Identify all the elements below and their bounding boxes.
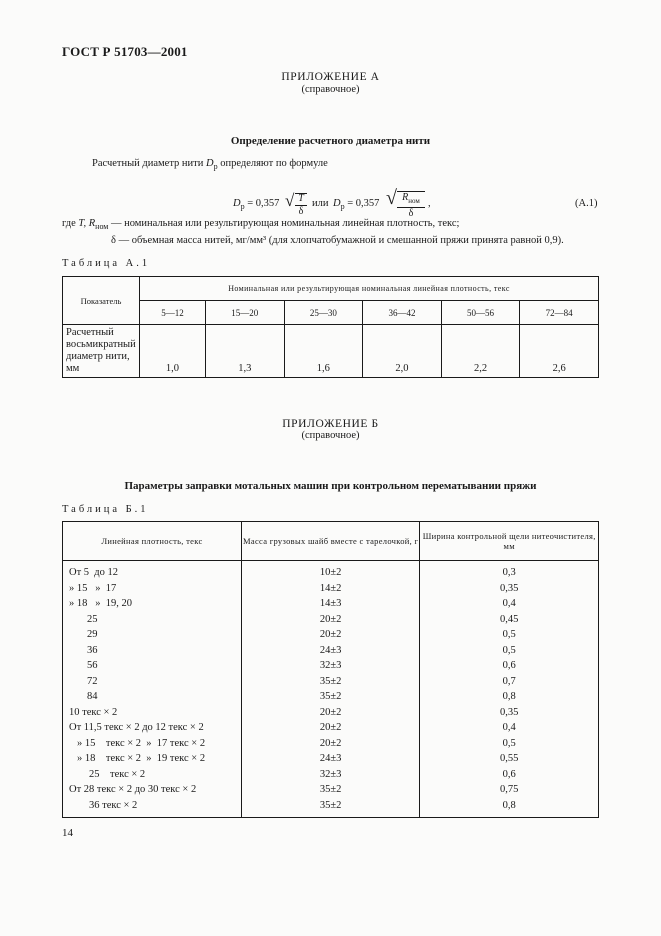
table-row xyxy=(63,596,599,612)
table-row xyxy=(63,782,599,798)
table-row xyxy=(63,561,599,581)
fraction-2-den: δ xyxy=(408,208,414,219)
document-header: ГОСТ Р 51703—2001 xyxy=(62,44,188,59)
table-b1-cell-width: 0,4 xyxy=(420,720,599,736)
table-row xyxy=(63,581,599,597)
intro-text: Расчетный диаметр нити xyxy=(92,158,204,169)
appendix-a-section-title: Определение расчетного диаметра нити xyxy=(230,135,431,147)
table-b1-cell-density: » 18 » 19, 20 xyxy=(63,596,242,612)
table-row xyxy=(63,643,599,659)
table-b1-cell-width: 0,35 xyxy=(420,581,599,597)
formula-lhs2-sub: p xyxy=(340,202,345,212)
table-b1-cell-mass: 35±2 xyxy=(241,674,420,690)
fraction-1-den: δ xyxy=(298,206,304,217)
table-row xyxy=(63,705,599,721)
table-b1-cell-density: » 15 » 17 xyxy=(63,581,242,597)
table-b1 xyxy=(62,521,599,818)
table-b1-cell-width: 0,75 xyxy=(420,782,599,798)
sqrt-sign-1: √ xyxy=(285,191,295,210)
formula-intro xyxy=(92,158,328,171)
table-a1-col: 15—20 xyxy=(205,301,284,325)
page-number: 14 xyxy=(62,827,73,839)
table-b1-cell-width: 0,8 xyxy=(420,798,599,818)
table-b1-cell-density: 36 текс × 2 xyxy=(63,798,242,818)
sqrt-sign-2: √ xyxy=(386,187,397,209)
table-b1-cell-mass: 20±2 xyxy=(241,705,420,721)
table-a1 xyxy=(62,276,599,378)
table-a1-col: 5—12 xyxy=(140,301,206,325)
table-b1-caption: Таблица Б.1 xyxy=(62,504,149,515)
table-b1-cell-width: 0,7 xyxy=(420,674,599,690)
where-desc-1: — номинальная или результирующая номинальная линейная плотность, текс; xyxy=(110,218,460,229)
where-word: где xyxy=(62,218,76,229)
table-row xyxy=(63,612,599,628)
table-b1-cell-density: 56 xyxy=(63,658,242,674)
table-a1-col: 72—84 xyxy=(520,301,599,325)
appendix-b-subtitle: (справочное) xyxy=(301,430,360,441)
fraction-2-num-sub: ном xyxy=(408,197,420,205)
table-b1-cell-width: 0,4 xyxy=(420,596,599,612)
table-a1-value: 1,3 xyxy=(205,325,284,378)
table-b1-cell-mass: 20±2 xyxy=(241,720,420,736)
fraction-2-num: R xyxy=(402,192,409,203)
table-b1-cell-width: 0,35 xyxy=(420,705,599,721)
table-b1-cell-width: 0,5 xyxy=(420,643,599,659)
where-symbols-sub: ном xyxy=(95,222,109,232)
table-a1-value: 2,0 xyxy=(363,325,442,378)
table-a1-col: 36—42 xyxy=(363,301,442,325)
table-b1-cell-mass: 20±2 xyxy=(241,627,420,643)
table-b1-cell-density: » 18 текс × 2 » 19 текс × 2 xyxy=(63,751,242,767)
fraction-1-num: T xyxy=(295,193,307,206)
table-a1-value: 2,6 xyxy=(520,325,599,378)
table-b1-cell-width: 0,5 xyxy=(420,736,599,752)
table-b1-header-width: Ширина контрольной щели нитеочистителя, мм xyxy=(420,522,599,561)
table-row xyxy=(63,736,599,752)
table-b1-cell-width: 0,6 xyxy=(420,767,599,783)
table-b1-cell-density: 10 текс × 2 xyxy=(63,705,242,721)
table-b1-cell-width: 0,3 xyxy=(420,561,599,581)
formula-lhs2: D xyxy=(333,198,341,209)
table-b1-cell-mass: 20±2 xyxy=(241,736,420,752)
table-row xyxy=(63,720,599,736)
table-b1-cell-density: » 15 текс × 2 » 17 текс × 2 xyxy=(63,736,242,752)
table-b1-cell-mass: 24±3 xyxy=(241,751,420,767)
intro-symbol-sub: р xyxy=(213,162,218,172)
table-b1-cell-density: От 11,5 текс × 2 до 12 текс × 2 xyxy=(63,720,242,736)
table-a1-row-header: Показатель xyxy=(63,277,140,325)
table-a1-value: 2,2 xyxy=(441,325,520,378)
table-b1-cell-density: 72 xyxy=(63,674,242,690)
appendix-b-section-title: Параметры заправки мотальных машин при контрольном перематывании пряжи xyxy=(124,480,537,492)
table-row xyxy=(63,674,599,690)
table-b1-cell-mass: 20±2 xyxy=(241,612,420,628)
table-b1-cell-mass: 32±3 xyxy=(241,658,420,674)
table-row xyxy=(63,798,599,818)
table-b1-cell-mass: 14±3 xyxy=(241,596,420,612)
table-b1-body xyxy=(63,561,599,818)
table-b1-cell-width: 0,55 xyxy=(420,751,599,767)
table-row xyxy=(63,751,599,767)
where-line-2: δ — объемная масса нитей, мг/мм³ (для хлопчатобумажной и смешанной пряжи принята равной 0,9). xyxy=(111,235,564,246)
formula-number: (А.1) xyxy=(575,198,598,209)
where-line-1 xyxy=(62,218,459,231)
table-b1-cell-density: 84 xyxy=(63,689,242,705)
table-b1-cell-mass: 32±3 xyxy=(241,767,420,783)
formula-lhs-sub: p xyxy=(240,202,245,212)
table-a1-row-label: Расчетный восьмикратный диаметр нити, мм xyxy=(63,325,140,378)
table-b1-cell-density: 25 xyxy=(63,612,242,628)
table-b1-cell-mass: 10±2 xyxy=(241,561,420,581)
table-b1-cell-mass: 14±2 xyxy=(241,581,420,597)
table-b1-cell-density: 36 xyxy=(63,643,242,659)
table-a1-caption: Таблица А.1 xyxy=(62,258,151,269)
appendix-a-subtitle: (справочное) xyxy=(301,84,360,95)
table-row xyxy=(63,658,599,674)
table-row xyxy=(63,767,599,783)
table-b1-cell-mass: 35±2 xyxy=(241,689,420,705)
table-b1-cell-density: 25 текс × 2 xyxy=(63,767,242,783)
intro-symbol: D xyxy=(206,158,214,169)
table-b1-cell-width: 0,45 xyxy=(420,612,599,628)
table-b1-cell-width: 0,8 xyxy=(420,689,599,705)
table-b1-cell-density: От 5 до 12 xyxy=(63,561,242,581)
table-a1-value: 1,6 xyxy=(284,325,363,378)
table-a1-group-header: Номинальная или результирующая номинальная линейная плотность, текс xyxy=(140,277,599,301)
table-b1-cell-density: 29 xyxy=(63,627,242,643)
table-row xyxy=(63,689,599,705)
table-b1-cell-mass: 35±2 xyxy=(241,798,420,818)
table-a1-col: 50—56 xyxy=(441,301,520,325)
formula-or: или xyxy=(312,198,329,209)
formula-eq: = 0,357 xyxy=(247,198,280,209)
intro-tail: определяют по формуле xyxy=(220,158,328,169)
formula-comma: , xyxy=(428,198,431,209)
table-row xyxy=(63,627,599,643)
table-b1-cell-mass: 24±3 xyxy=(241,643,420,659)
appendix-b-title: ПРИЛОЖЕНИЕ Б xyxy=(282,418,379,430)
table-b1-cell-density: От 28 текс × 2 до 30 текс × 2 xyxy=(63,782,242,798)
table-a1-col: 25—30 xyxy=(284,301,363,325)
appendix-a-title: ПРИЛОЖЕНИЕ А xyxy=(281,71,380,83)
table-b1-header-density: Линейная плотность, текс xyxy=(63,522,242,561)
where-symbols: T, R xyxy=(78,218,96,229)
table-b1-header-mass: Масса грузовых шайб вместе с тарелочкой, г xyxy=(241,522,420,561)
table-b1-cell-mass: 35±2 xyxy=(241,782,420,798)
fraction-1 xyxy=(295,193,307,218)
formula-eq2: = 0,357 xyxy=(347,198,380,209)
fraction-2 xyxy=(397,192,425,220)
table-b1-cell-width: 0,5 xyxy=(420,627,599,643)
table-b1-cell-width: 0,6 xyxy=(420,658,599,674)
formula-lhs: D xyxy=(233,198,241,209)
table-a1-value: 1,0 xyxy=(140,325,206,378)
